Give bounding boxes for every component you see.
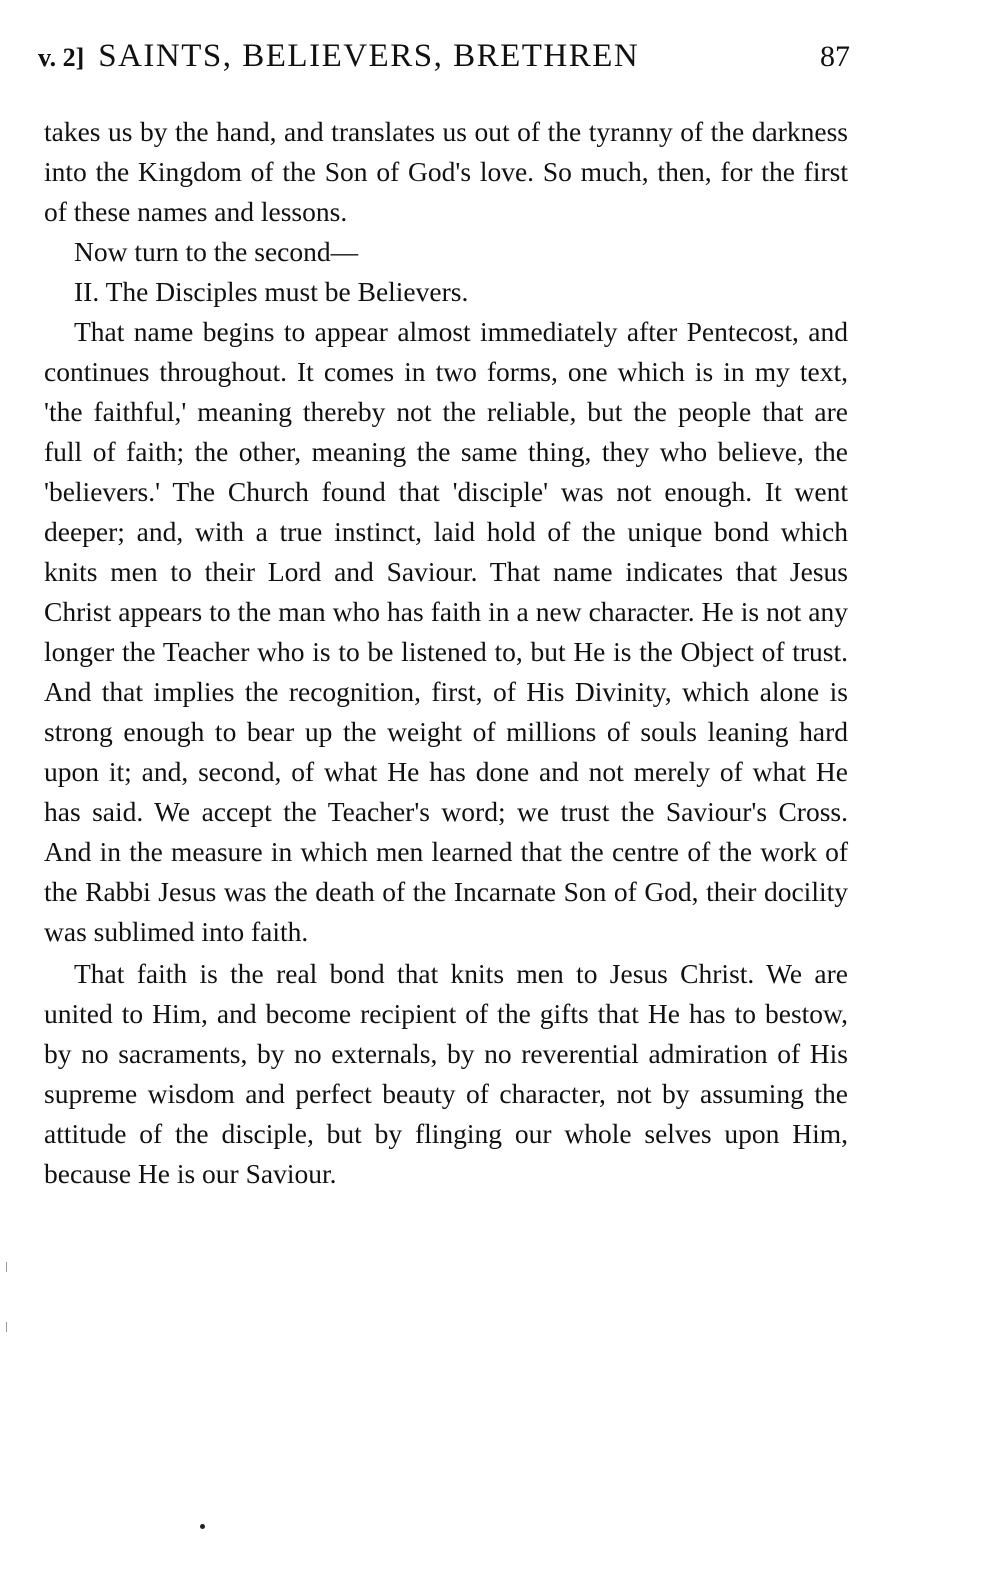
margin-mark <box>6 1322 7 1332</box>
chapter-title: SAINTS, BELIEVERS, BRETHREN <box>98 38 640 74</box>
page-number: 87 <box>820 40 850 73</box>
print-speck <box>200 1524 205 1529</box>
running-head <box>38 38 850 98</box>
paragraph-faith-bond: That faith is the real bond that knits men to Jesus Christ. We are united to Him, and become recipient of the gifts that He has to bestow, by no sacraments, by no externals, by no reverential admiration of His supreme wisdom and perfect beauty of character, not by assuming the attitude of the disciple, but by flinging our whole selves upon Him, because He is our Saviour. <box>44 958 848 1189</box>
paragraph-continuation: takes us by the hand, and translates us out of the tyranny of the darkness into the Kingdom of the Son of God's love. So much, then, for the first of these names and lessons. <box>44 116 848 227</box>
section-heading: II. The Disciples must be Believers. <box>74 276 469 307</box>
verse-reference: v. 2] <box>38 43 85 72</box>
body-text <box>44 112 848 1194</box>
paragraph-transition: Now turn to the second— <box>74 236 359 267</box>
margin-mark <box>6 1262 7 1272</box>
paragraph-believers: That name begins to appear almost immediately after Pentecost, and continues throughout. It comes in two forms, one which is in my text, 'the faithful,' meaning thereby not the reliable, but the people that are full of faith; the other, meaning the same thing, they who believe, the 'believers.' The Church found that 'disciple' was not enough. It went deeper; and, with a true instinct, laid hold of the unique bond which knits men to their Lord and Saviour. That name indicates that Jesus Christ appears to the man who has faith in a new character. He is not any longer the Teacher who is to be listened to, but He is the Object of trust. And that implies the recognition, first, of His Divinity, which alone is strong enough to bear up the weight of millions of souls leaning hard upon it; and, second, of what He has done and not merely of what He has said. We accept the Teacher's word; we trust the Saviour's Cross. And in the measure in which men learned that the centre of the work of the Rabbi Jesus was the death of the Incarnate Son of God, their docility was sublimed into faith. <box>44 316 848 947</box>
